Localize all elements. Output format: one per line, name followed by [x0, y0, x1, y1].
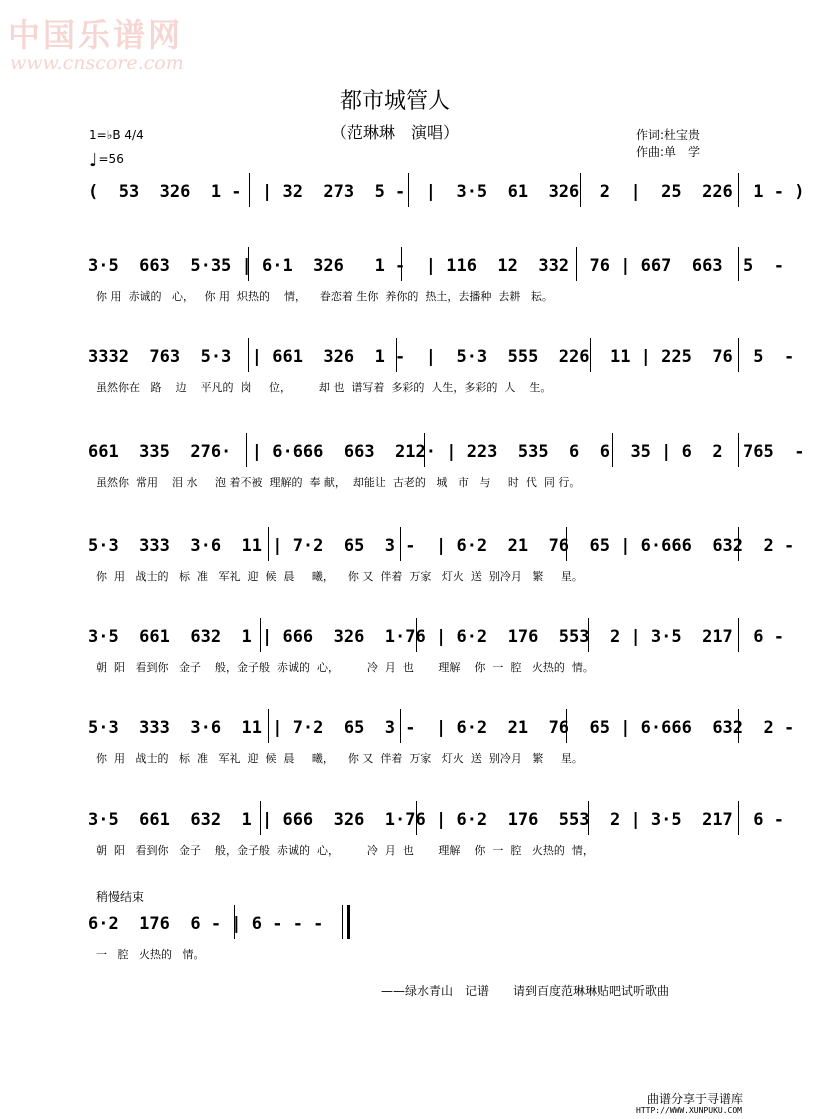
bar-line: [738, 173, 739, 207]
lyricist: 作词:杜宝贵: [636, 128, 701, 142]
bar-line: [738, 618, 739, 652]
notes-line: 3·5 663 5·35 | 6·1 326 1 - | 116 12 332 76 | 667 663 5 -: [88, 256, 795, 276]
notes-line: 661 335 276· | 6·666 663 212· | 223 535 6 6 35 | 6 2 765 -: [88, 442, 815, 462]
lyrics-line: 一 腔 火热的 情。: [96, 948, 205, 961]
bar-line: [738, 709, 739, 743]
bar-line: [400, 527, 401, 561]
bar-line: [396, 338, 397, 372]
song-subtitle: （范琳琳 演唱）: [330, 123, 459, 142]
bar-line: [590, 338, 591, 372]
share-note: 曲谱分享于寻谱库: [647, 1092, 744, 1106]
bar-line: [612, 433, 613, 467]
bar-line: [416, 618, 417, 652]
bar-line: [588, 801, 589, 835]
bar-line: [248, 338, 249, 372]
notes-line: 5·3 333 3·6 11 | 7·2 65 3 - | 6·2 21 76 65 | 6·666 632 2 -: [88, 718, 805, 738]
tempo-instruction: 稍慢结束: [96, 890, 145, 904]
notes-line: 5·3 333 3·6 11 | 7·2 65 3 - | 6·2 21 76 65 | 6·666 632 2 -: [88, 536, 805, 556]
transcriber-credit: ——绿水青山 记谱 请到百度范琳琳贴吧试听歌曲: [381, 984, 670, 998]
lyrics-line: 虽然你 常用 泪 水 泡 着不被 理解的 奉 献， 却能让 古老的 城 市 与 时 代 同 行。: [96, 476, 581, 489]
composer: 作曲:单 学: [636, 145, 701, 159]
notes-line: 3·5 661 632 1 | 666 326 1·76 | 6·2 176 553 2 | 3·5 217 6 -: [88, 810, 795, 830]
bar-line: [566, 527, 567, 561]
bar-line: [738, 433, 739, 467]
bar-line: [234, 905, 235, 939]
bar-line: [248, 247, 249, 281]
notes-line: 6·2 176 6 - | 6 - - -: [88, 914, 334, 934]
tempo-value: =56: [98, 152, 124, 166]
bar-line: [260, 618, 261, 652]
lyrics-line: 你 用 战士的 标 准 军礼 迎 候 晨 曦， 你 又 伴着 万家 灯火 送 别冷月 繁 星。: [96, 752, 583, 765]
bar-line: [580, 173, 581, 207]
lyrics-line: 你 用 赤诚的 心， 你 用 炽热的 情， 眷恋着 生你 养你的 热土，去播种 去耕 耘。: [96, 290, 553, 303]
bar-line: [566, 709, 567, 743]
watermark-logo: 中国乐谱网: [8, 16, 184, 54]
bar-line: [260, 801, 261, 835]
bar-line: [576, 247, 577, 281]
bar-line: [738, 338, 739, 372]
lyrics-line: 朝 阳 看到你 金子 般，金子般 赤诚的 心， 冷 月 也 理解 你 一 腔 火热的 情，: [96, 844, 594, 857]
notes-line: 3332 763 5·3 | 661 326 1 - | 5·3 555 226 11 | 225 76 5 -: [88, 347, 805, 367]
bar-line: [400, 709, 401, 743]
lyrics-line: 虽然你在 路 边 平凡的 岗 位， 却 也 谱写着 多彩的 人生，多彩的 人 生。: [96, 381, 552, 394]
bar-line: [416, 801, 417, 835]
bar-line: [738, 247, 739, 281]
bar-line: [246, 433, 247, 467]
final-bar-line: [342, 905, 350, 939]
tempo-marking: [89, 150, 124, 171]
lyrics-line: 朝 阳 看到你 金子 般，金子般 赤诚的 心， 冷 月 也 理解 你 一 腔 火热的 情。: [96, 661, 594, 674]
song-title: 都市城管人: [339, 89, 450, 114]
key-signature: 1=♭B 4/4: [89, 128, 144, 142]
bar-line: [588, 618, 589, 652]
notes-line: ( 53 326 1 - | 32 273 5 - | 3·5 61 326 2 | 25 226 1 - ): [88, 182, 815, 202]
bar-line: [738, 801, 739, 835]
bar-line: [401, 247, 402, 281]
bar-line: [408, 173, 409, 207]
site-url: HTTP://WWW.XUNPUKU.COM: [636, 1106, 742, 1115]
bar-line: [268, 709, 269, 743]
lyrics-line: 你 用 战士的 标 准 军礼 迎 候 晨 曦， 你 又 伴着 万家 灯火 送 别冷月 繁 星。: [96, 570, 583, 583]
watermark-url: www.cnscore.com: [10, 52, 184, 74]
bar-line: [249, 173, 250, 207]
notes-line: 3·5 661 632 1 | 666 326 1·76 | 6·2 176 553 2 | 3·5 217 6 -: [88, 627, 795, 647]
credits: [636, 127, 700, 161]
bar-line: [738, 527, 739, 561]
quarter-note-icon: ♩: [89, 150, 98, 171]
bar-line: [268, 527, 269, 561]
bar-line: [424, 433, 425, 467]
